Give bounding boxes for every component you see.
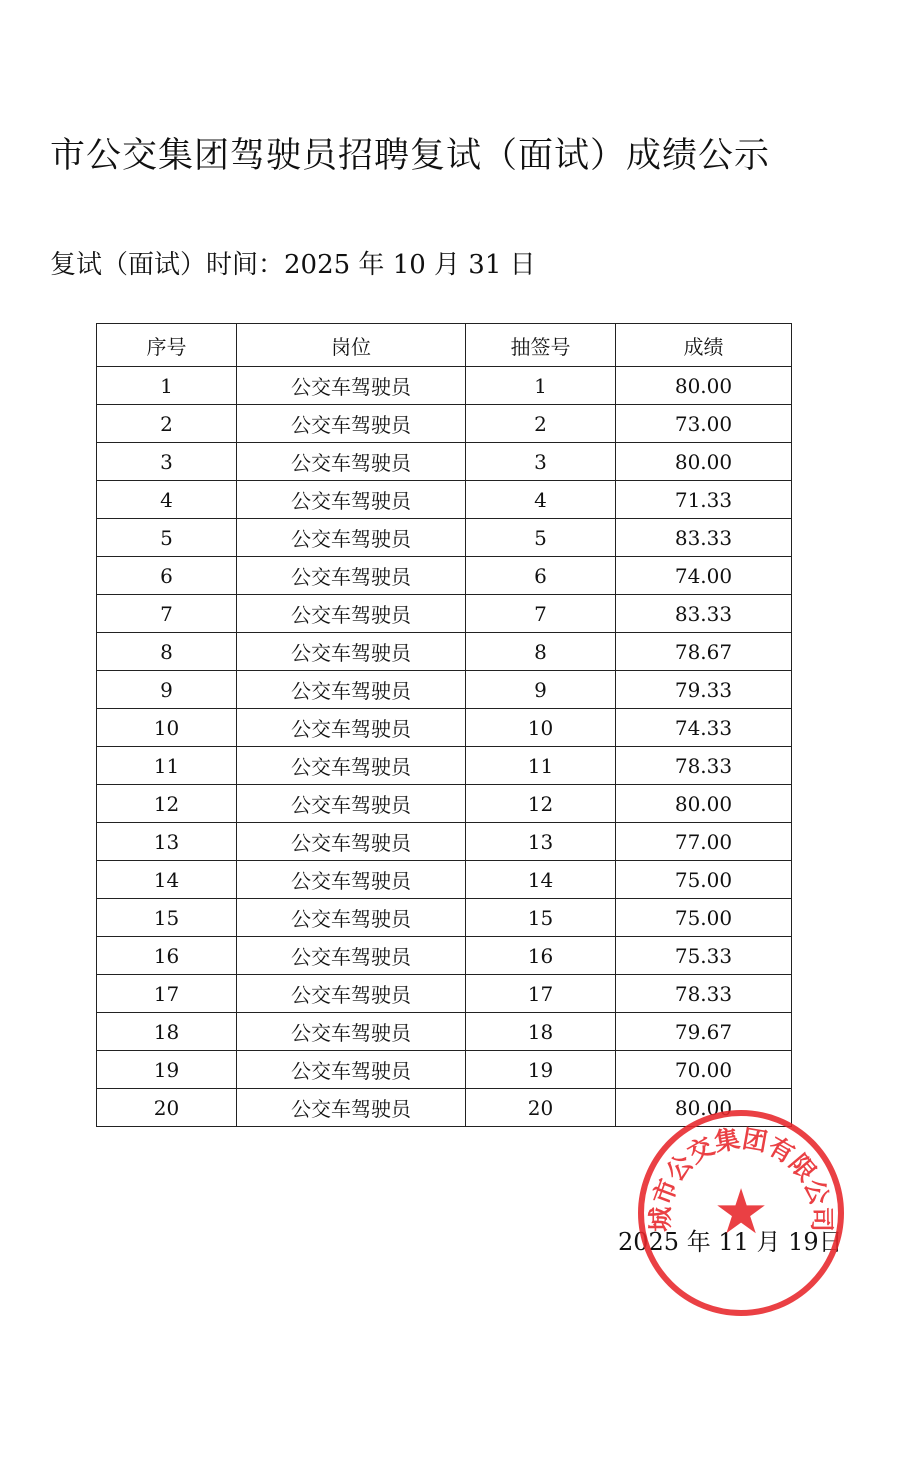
table-row [97,861,792,899]
cell-position: 公交车驾驶员 [237,481,466,519]
cell-seq: 20 [97,1089,237,1127]
cell-score: 73.00 [616,405,792,443]
cell-draw-number: 3 [466,443,616,481]
cell-position: 公交车驾驶员 [237,1051,466,1089]
cell-draw-number: 19 [466,1051,616,1089]
cell-position: 公交车驾驶员 [237,443,466,481]
cell-score: 75.00 [616,861,792,899]
table-row [97,1013,792,1051]
cell-seq: 4 [97,481,237,519]
page-title: 市公交集团驾驶员招聘复试（面试）成绩公示 [50,136,771,176]
cell-draw-number: 13 [466,823,616,861]
table-row [97,557,792,595]
cell-seq: 10 [97,709,237,747]
cell-seq: 2 [97,405,237,443]
table-row [97,823,792,861]
cell-seq: 19 [97,1051,237,1089]
cell-position: 公交车驾驶员 [237,671,466,709]
cell-seq: 12 [97,785,237,823]
cell-draw-number: 16 [466,937,616,975]
cell-seq: 16 [97,937,237,975]
cell-position: 公交车驾驶员 [237,899,466,937]
cell-position: 公交车驾驶员 [237,595,466,633]
cell-seq: 9 [97,671,237,709]
cell-score: 80.00 [616,1089,792,1127]
cell-seq: 7 [97,595,237,633]
company-seal [636,1108,846,1318]
table-row [97,975,792,1013]
cell-seq: 11 [97,747,237,785]
interview-date-line: 复试（面试）时间：2025 年 10 月 31 日 [50,250,536,280]
cell-position: 公交车驾驶员 [237,785,466,823]
cell-position: 公交车驾驶员 [237,557,466,595]
cell-position: 公交车驾驶员 [237,633,466,671]
cell-seq: 3 [97,443,237,481]
cell-seq: 13 [97,823,237,861]
header-seq: 序号 [97,324,237,367]
cell-seq: 6 [97,557,237,595]
table-row [97,481,792,519]
seal-star-icon: ★ [713,1175,769,1248]
cell-seq: 1 [97,367,237,405]
table-row [97,1051,792,1089]
cell-score: 74.00 [616,557,792,595]
cell-position: 公交车驾驶员 [237,519,466,557]
cell-position: 公交车驾驶员 [237,1089,466,1127]
table-row [97,595,792,633]
table-row [97,709,792,747]
cell-draw-number: 18 [466,1013,616,1051]
cell-score: 79.67 [616,1013,792,1051]
table-row [97,937,792,975]
table-row [97,519,792,557]
cell-seq: 18 [97,1013,237,1051]
cell-draw-number: 4 [466,481,616,519]
cell-position: 公交车驾驶员 [237,937,466,975]
table-row [97,367,792,405]
cell-draw-number: 7 [466,595,616,633]
header-score: 成绩 [616,324,792,367]
cell-position: 公交车驾驶员 [237,709,466,747]
cell-score: 70.00 [616,1051,792,1089]
cell-score: 75.00 [616,899,792,937]
cell-score: 80.00 [616,785,792,823]
table-header-row [97,324,792,367]
table-row [97,405,792,443]
cell-draw-number: 5 [466,519,616,557]
cell-seq: 15 [97,899,237,937]
cell-score: 80.00 [616,367,792,405]
cell-draw-number: 15 [466,899,616,937]
table-row [97,633,792,671]
cell-score: 83.33 [616,519,792,557]
publication-date: 2025 年 11 月 19日 [618,1228,843,1256]
cell-position: 公交车驾驶员 [237,747,466,785]
cell-draw-number: 12 [466,785,616,823]
cell-draw-number: 10 [466,709,616,747]
cell-score: 83.33 [616,595,792,633]
cell-draw-number: 11 [466,747,616,785]
cell-position: 公交车驾驶员 [237,861,466,899]
cell-draw-number: 20 [466,1089,616,1127]
cell-draw-number: 1 [466,367,616,405]
score-table [96,323,792,1127]
cell-score: 77.00 [616,823,792,861]
cell-score: 79.33 [616,671,792,709]
header-position: 岗位 [237,324,466,367]
cell-seq: 14 [97,861,237,899]
cell-position: 公交车驾驶员 [237,823,466,861]
cell-position: 公交车驾驶员 [237,405,466,443]
cell-draw-number: 9 [466,671,616,709]
table-row [97,899,792,937]
seal-text: 城市公交集团有限公司 [645,1124,837,1232]
cell-position: 公交车驾驶员 [237,1013,466,1051]
cell-draw-number: 2 [466,405,616,443]
table-row [97,785,792,823]
cell-seq: 5 [97,519,237,557]
table-row [97,747,792,785]
cell-score: 78.33 [616,747,792,785]
cell-position: 公交车驾驶员 [237,975,466,1013]
table-row [97,671,792,709]
cell-score: 75.33 [616,937,792,975]
cell-draw-number: 14 [466,861,616,899]
cell-score: 74.33 [616,709,792,747]
cell-draw-number: 17 [466,975,616,1013]
table-row [97,443,792,481]
header-draw-number: 抽签号 [466,324,616,367]
cell-score: 78.67 [616,633,792,671]
cell-score: 80.00 [616,443,792,481]
cell-seq: 17 [97,975,237,1013]
cell-score: 71.33 [616,481,792,519]
cell-score: 78.33 [616,975,792,1013]
cell-position: 公交车驾驶员 [237,367,466,405]
cell-draw-number: 6 [466,557,616,595]
cell-draw-number: 8 [466,633,616,671]
cell-seq: 8 [97,633,237,671]
